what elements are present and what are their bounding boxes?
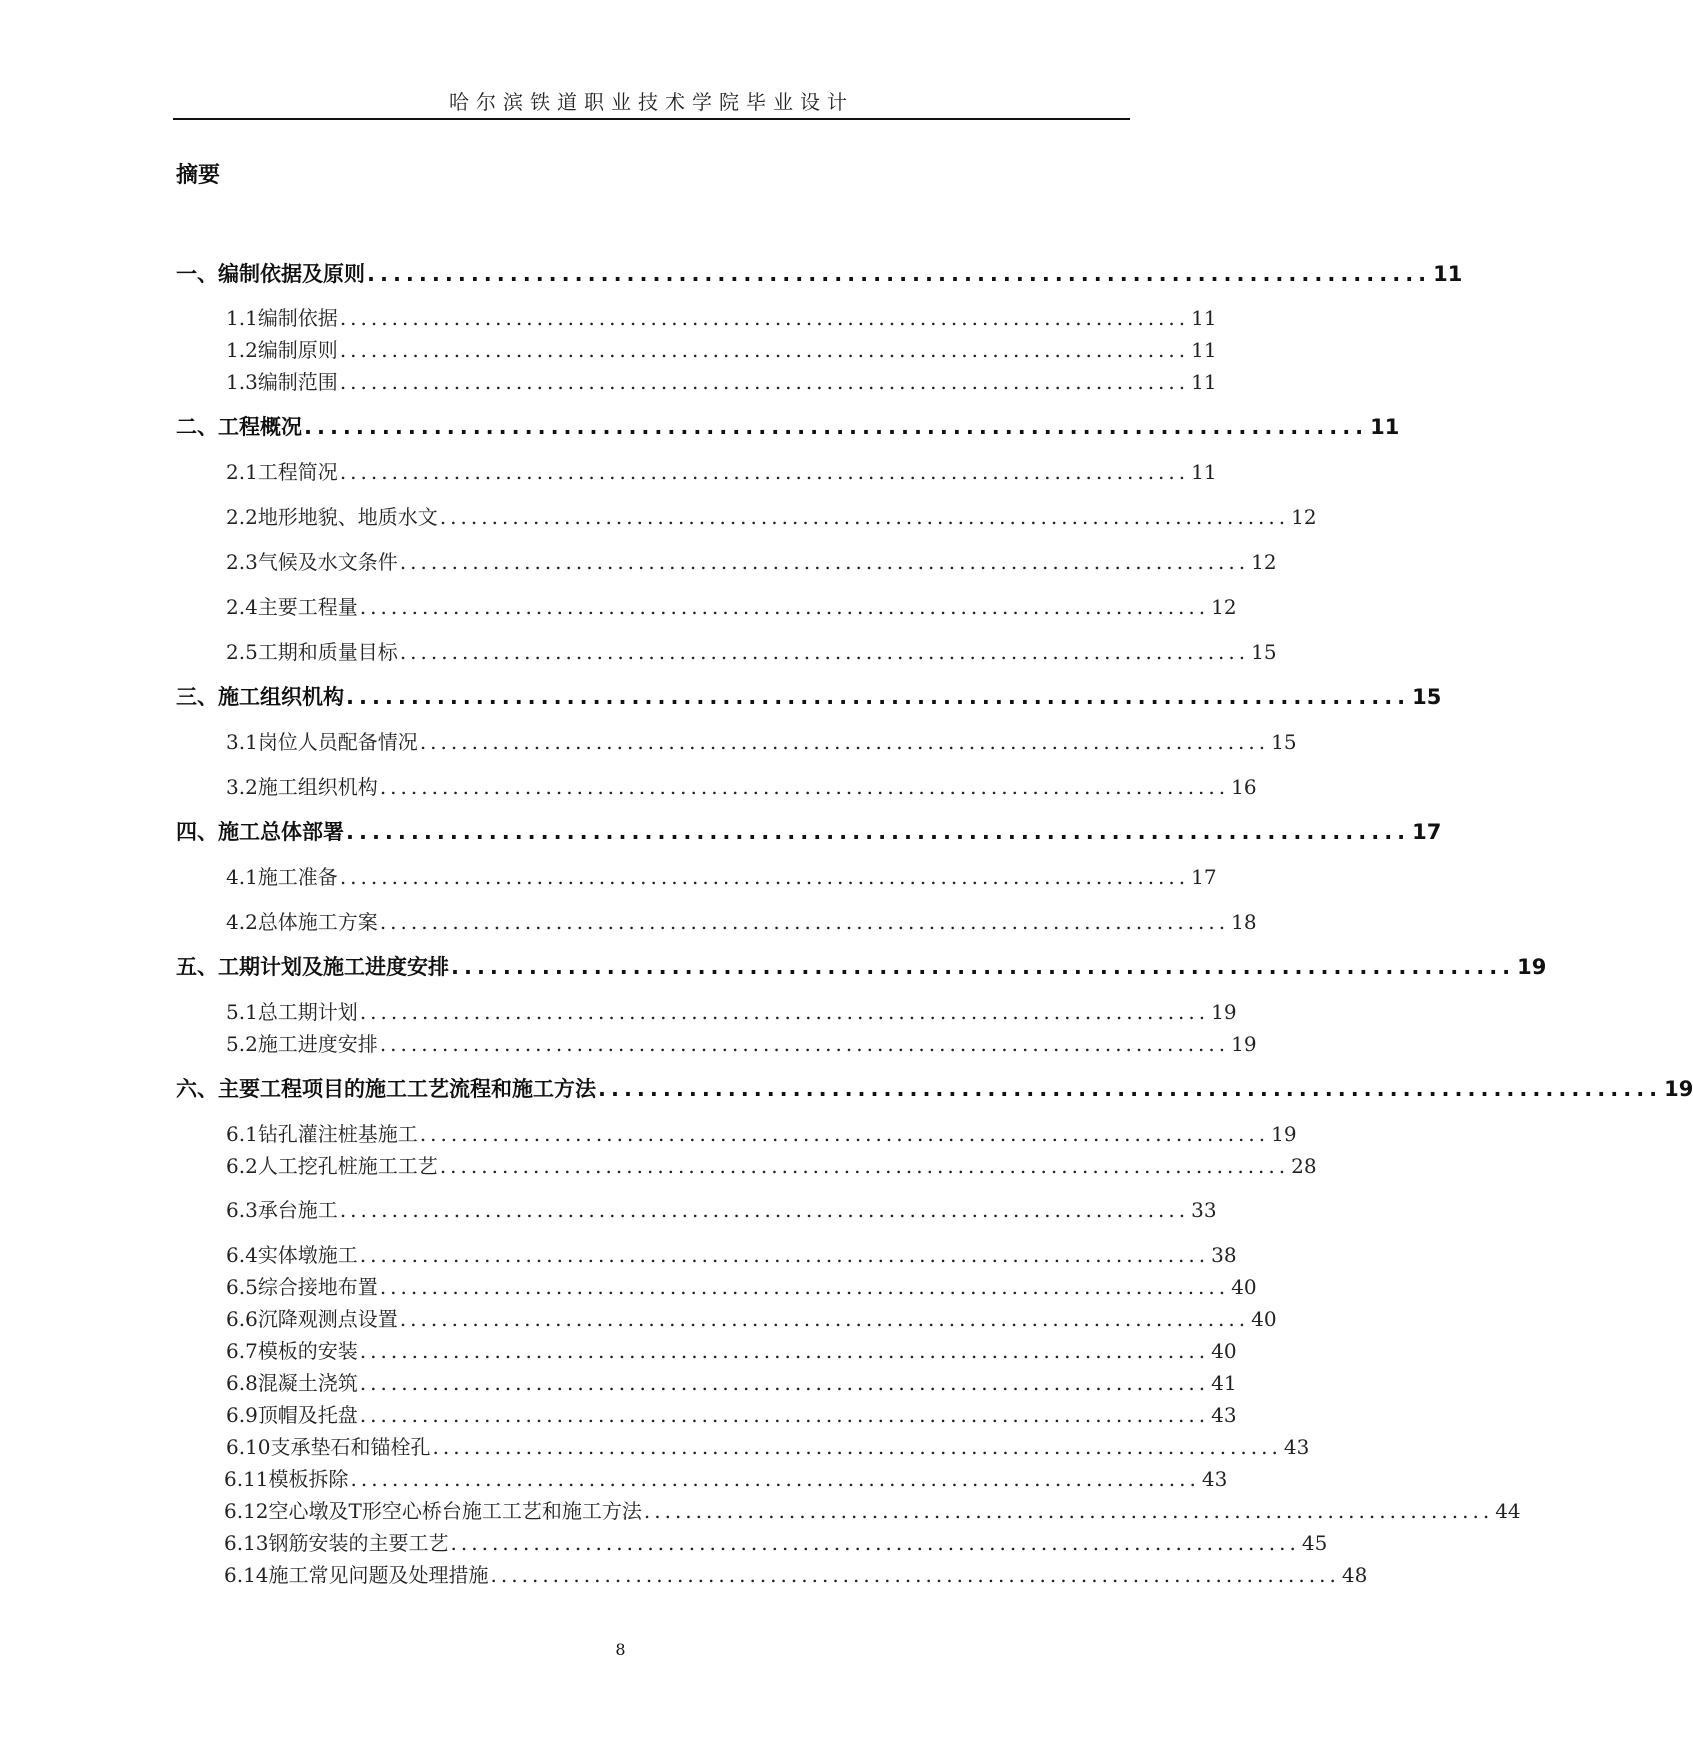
toc-entry-level2[interactable]: 6.13 钢筋安装的主要工艺 .................................................................................. 45 <box>224 1531 1328 1555</box>
toc-leader: .................................................................................. <box>339 338 1190 362</box>
toc-entry-level2[interactable]: 4.1 施工准备 .................................................................................. 17 <box>226 865 1217 889</box>
toc-leader: .................................................................................. <box>432 1435 1282 1459</box>
toc-entry-level2[interactable]: 1.3 编制范围 .................................................................................. 11 <box>226 370 1217 394</box>
toc-leader: .................................................................................. <box>379 1275 1230 1299</box>
toc-leader: .................................................................................. <box>399 550 1250 574</box>
toc-leader: .................................................................................. <box>643 1499 1494 1523</box>
page-header-title: 哈尔滨铁道职业技术学院毕业设计 <box>449 90 854 114</box>
toc-leader: .................................................................................. <box>367 262 1432 286</box>
toc-leader: .................................................................................. <box>346 685 1411 709</box>
toc-leader: .................................................................................. <box>419 730 1270 754</box>
toc-leader: .................................................................................. <box>359 1371 1210 1395</box>
toc-leader: .................................................................................. <box>598 1077 1663 1101</box>
toc-entry-level1[interactable]: 六、 主要工程项目的施工工艺流程和施工方法 .................................................................................. 19 <box>176 1077 1693 1101</box>
toc-entry-level2[interactable]: 2.3 气候及水文条件 .................................................................................. 12 <box>226 550 1277 574</box>
toc-leader: .................................................................................. <box>450 1531 1300 1555</box>
toc-entry-level2[interactable]: 2.5 工期和质量目标 .................................................................................. 15 <box>226 640 1277 664</box>
toc-leader: .................................................................................. <box>399 640 1250 664</box>
toc-entry-level2[interactable]: 6.2 人工挖孔桩施工工艺 .................................................................................. 28 <box>226 1154 1317 1178</box>
toc-entry-level2[interactable]: 6.11 模板拆除 .................................................................................. 43 <box>224 1467 1228 1491</box>
toc-entry-level1[interactable]: 一、 编制依据及原则 .................................................................................. 11 <box>176 262 1463 286</box>
page-number: 8 <box>615 1640 626 1659</box>
toc-leader: .................................................................................. <box>359 595 1210 619</box>
toc-leader: .................................................................................. <box>339 1198 1190 1222</box>
toc-entry-level2[interactable]: 1.2 编制原则 .................................................................................. 11 <box>226 338 1217 362</box>
toc-entry-level1[interactable]: 二、 工程概况 .................................................................................. 11 <box>176 415 1400 439</box>
abstract-heading: 摘要 <box>176 163 221 188</box>
header-rule <box>173 118 1130 120</box>
toc-leader: .................................................................................. <box>379 910 1230 934</box>
toc-leader: .................................................................................. <box>339 306 1190 330</box>
toc-leader: .................................................................................. <box>359 1000 1210 1024</box>
toc-entry-level2[interactable]: 2.4 主要工程量 .................................................................................. 12 <box>226 595 1237 619</box>
toc-entry-level2[interactable]: 6.6 沉降观测点设置 .................................................................................. 40 <box>226 1307 1277 1331</box>
toc-leader: .................................................................................. <box>339 865 1190 889</box>
toc-leader: .................................................................................. <box>399 1307 1250 1331</box>
toc-entry-level2[interactable]: 5.1 总工期计划 .................................................................................. 19 <box>226 1000 1237 1024</box>
toc-entry-level2[interactable]: 6.3 承台施工 .................................................................................. 33 <box>226 1198 1217 1222</box>
toc-leader: .................................................................................. <box>339 370 1190 394</box>
toc-entry-level1[interactable]: 四、 施工总体部署 .................................................................................. 17 <box>176 820 1442 844</box>
toc-entry-level2[interactable]: 6.8 混凝土浇筑 .................................................................................. 41 <box>226 1371 1237 1395</box>
toc-leader: .................................................................................. <box>439 1154 1290 1178</box>
toc-leader: .................................................................................. <box>359 1403 1210 1427</box>
toc-entry-level2[interactable]: 2.1 工程简况 .................................................................................. 11 <box>226 460 1217 484</box>
toc-entry-level2[interactable]: 1.1 编制依据 .................................................................................. 11 <box>226 306 1217 330</box>
toc-entry-level2[interactable]: 6.4 实体墩施工 .................................................................................. 38 <box>226 1243 1237 1267</box>
toc-leader: .................................................................................. <box>419 1122 1270 1146</box>
toc-entry-level2[interactable]: 6.9 顶帽及托盘 .................................................................................. 43 <box>226 1403 1237 1427</box>
toc-entry-level2[interactable]: 6.14 施工常见问题及处理措施 .................................................................................. 48 <box>224 1563 1368 1587</box>
toc-entry-level1[interactable]: 五、 工期计划及施工进度安排 .................................................................................. 19 <box>176 955 1547 979</box>
toc-leader: .................................................................................. <box>379 1032 1230 1056</box>
toc-entry-level2[interactable]: 6.1 钻孔灌注桩基施工 .................................................................................. 19 <box>226 1122 1297 1146</box>
toc-leader: .................................................................................. <box>346 820 1411 844</box>
toc-entry-level2[interactable]: 3.1 岗位人员配备情况 .................................................................................. 15 <box>226 730 1297 754</box>
toc-entry-level1[interactable]: 三、 施工组织机构 .................................................................................. 15 <box>176 685 1442 709</box>
toc-leader: .................................................................................. <box>490 1563 1340 1587</box>
toc-entry-level2[interactable]: 6.10 支承垫石和锚栓孔 .................................................................................. 43 <box>226 1435 1310 1459</box>
toc-entry-level2[interactable]: 6.5 综合接地布置 .................................................................................. 40 <box>226 1275 1257 1299</box>
toc-entry-level2[interactable]: 4.2 总体施工方案 .................................................................................. 18 <box>226 910 1257 934</box>
toc-entry-level2[interactable]: 6.7 模板的安装 .................................................................................. 40 <box>226 1339 1237 1363</box>
toc-leader: .................................................................................. <box>379 775 1230 799</box>
toc-leader: .................................................................................. <box>359 1243 1210 1267</box>
toc-entry-level2[interactable]: 2.2 地形地貌、地质水文 .................................................................................. 12 <box>226 505 1317 529</box>
toc-leader: .................................................................................. <box>304 415 1369 439</box>
toc-entry-level2[interactable]: 5.2 施工进度安排 .................................................................................. 19 <box>226 1032 1257 1056</box>
toc-entry-level2[interactable]: 3.2 施工组织机构 .................................................................................. 16 <box>226 775 1257 799</box>
toc-leader: .................................................................................. <box>439 505 1290 529</box>
toc-entry-level2[interactable]: 6.12 空心墩及T形空心桥台施工工艺和施工方法 .................................................................................. 44 <box>224 1499 1521 1523</box>
toc-leader: .................................................................................. <box>359 1339 1210 1363</box>
toc-leader: .................................................................................. <box>451 955 1516 979</box>
toc-leader: .................................................................................. <box>350 1467 1200 1491</box>
toc-leader: .................................................................................. <box>339 460 1190 484</box>
